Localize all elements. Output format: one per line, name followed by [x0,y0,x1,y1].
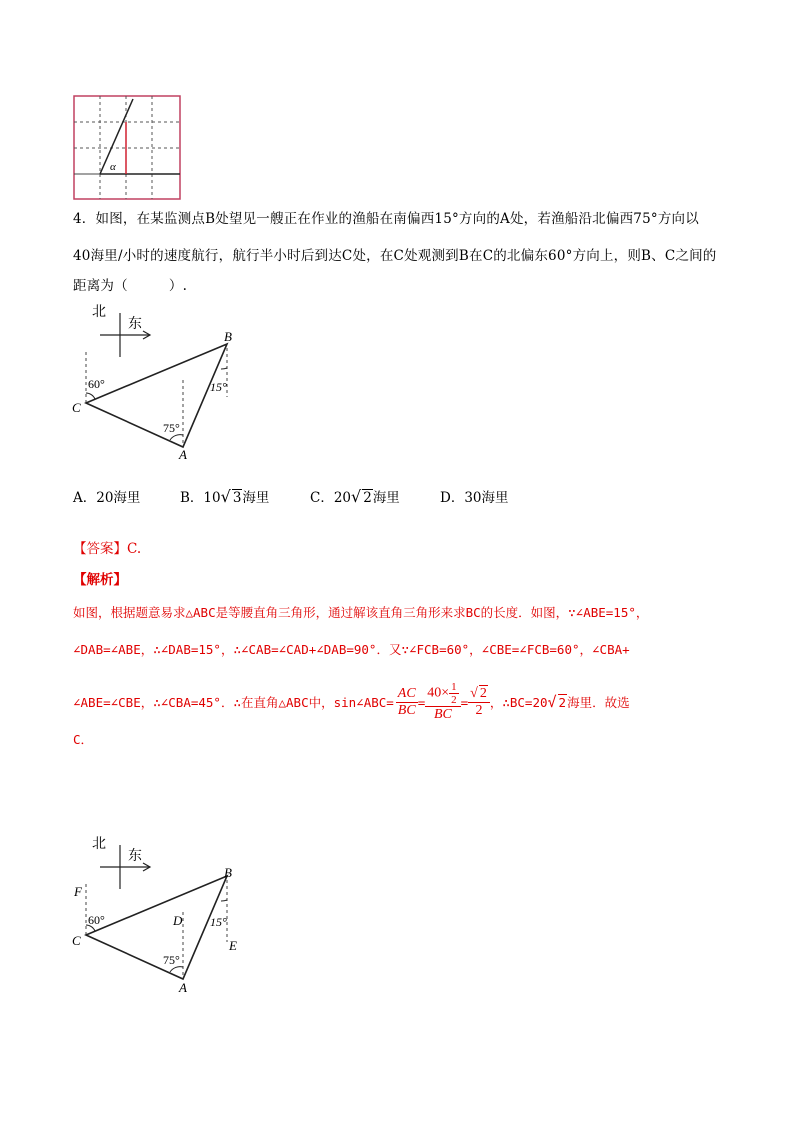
triangle-figure-1 [70,300,245,465]
point-b-label: B [224,329,232,344]
analysis-title: 【解析】 [73,572,127,588]
answer-value: C. [127,541,142,557]
point-c-label: C [72,400,81,415]
point-f-label: F [74,884,82,899]
point-e-label: E [229,938,237,953]
north-label: 北 [92,305,106,320]
angle-15-label: 15° [210,380,227,394]
fraction-40-half-bc: 40× $\frac{1}{2}$ BC [425,681,460,723]
point-a-label: A [179,447,187,462]
point-a-label: A [179,980,187,995]
answer-bracket: 【答案】 [73,541,127,557]
angle-15-label: 15° [210,915,227,929]
angle-60-label: 60° [88,377,105,391]
answer [73,537,141,557]
angle-alpha-label: α [110,161,116,173]
angle-60-label: 60° [88,913,105,927]
option-b: B．10√ 3海里 [180,487,270,506]
option-d: D．30海里 [440,490,509,506]
east-label: 东 [128,849,142,864]
fraction-root2-over-2: $\frac{√ 2}{2}$ [468,685,490,719]
analysis-line-2: ∠DAB=∠ABE，∴∠DAB=15°，∴∠CAB=∠CAD+∠DAB=90°．又∵∠FCB=60°，∠CBE=∠FCB=60°，∠CBA+ [73,642,630,657]
option-a: A．20海里 [73,490,141,506]
point-b-label: B [224,865,232,880]
fraction-ac-bc: $\frac{AC}{BC}$ [397,685,416,718]
analysis-line-3: ∠ABE=∠CBE，∴∠CBA=45°．∴在直角△ABC中，sin∠ABC= $\frac{AC}{BC}$ = 40× $\frac{1}{2}$ BC = $\frac{√ 2}{2}$ ，∴BC=20 √ 2 海里．故选 [73,681,630,722]
question-line-2: 40海里/小时的速度航行，航行半小时后到达C处，在C处观测到B在C的北偏东60°方向上，则B、C之间的 [73,248,717,264]
triangle-figure-2 [70,832,245,997]
north-label: 北 [92,837,106,852]
question-line-1: 4．如图，在某监测点B处望见一艘正在作业的渔船在南偏西15°方向的A处，若渔船沿北偏西75°方向以 [73,211,699,227]
east-label: 东 [128,317,142,332]
analysis-line-4: C． [73,732,94,747]
analysis-line-1: 如图，根据题意易求△ABC是等腰直角三角形，通过解该直角三角形来求BC的长度．如图，∵∠ABE=15°， [73,605,649,620]
question-line-3: 距离为（ ）. [73,278,188,294]
angle-75-label: 75° [163,421,180,435]
point-d-label: D [173,913,183,928]
point-c-label: C [72,933,81,948]
grid-figure [73,95,183,201]
option-c: C．20√ 2海里 [310,487,400,506]
angle-75-label: 75° [163,953,180,967]
